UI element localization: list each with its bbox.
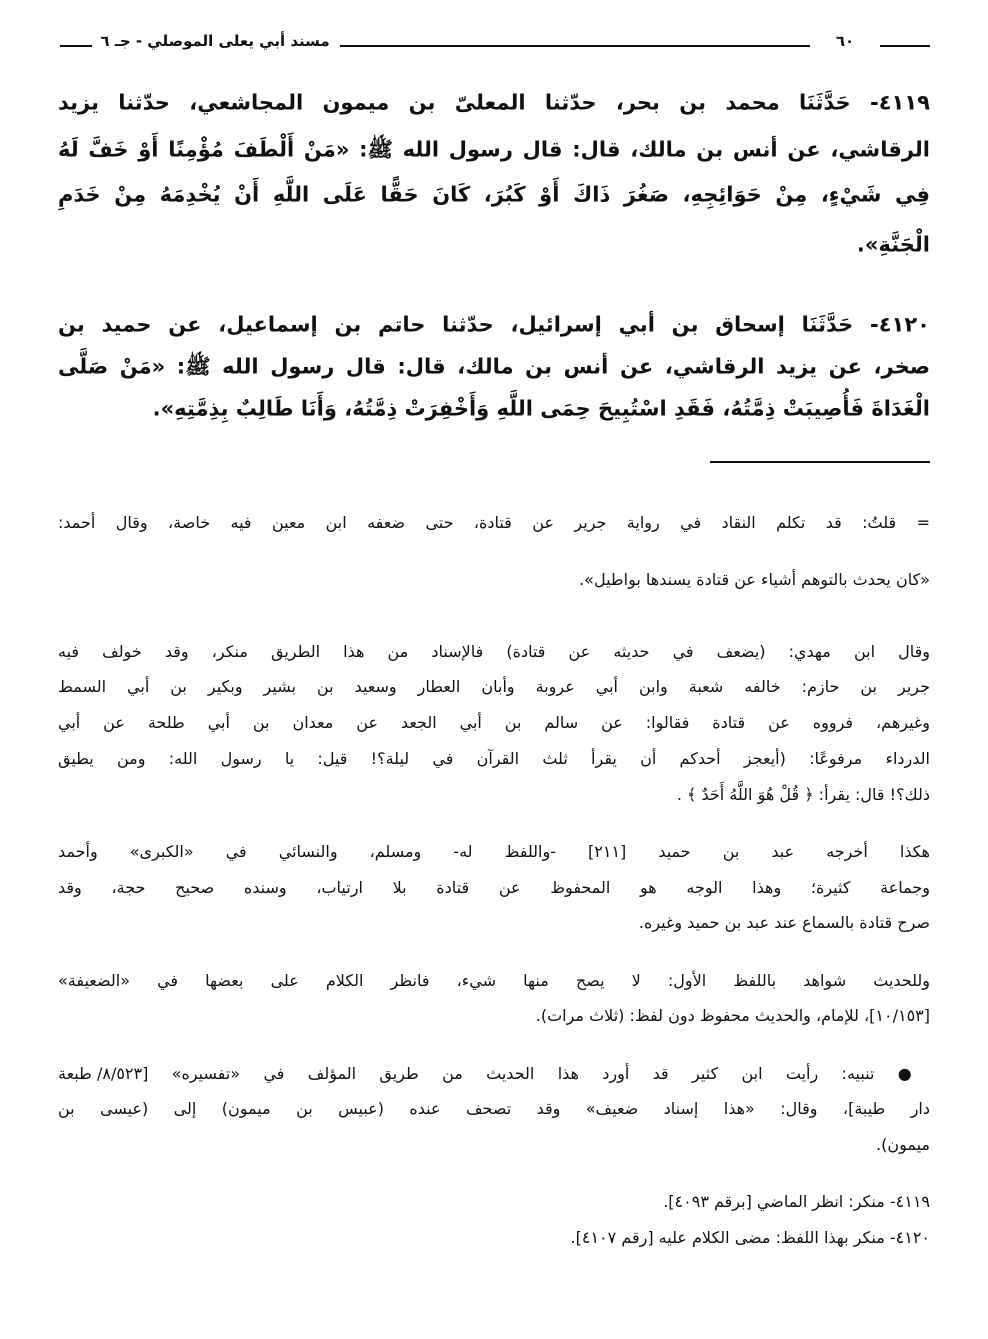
footnote-line: دار طيبة]، وقال: «هذا إسناد ضعيف» وقد تصحف عنده (عبيس بن ميمون) إلى (عيسى بن [58,1099,930,1119]
hadith-4119-line: الرقاشي، عن أنس بن مالك، قال: قال رسول الله ﷺ: «مَنْ أَلْطَفَ مُؤْمِنًا أَوْ خَفَّ لَهُ [58,137,930,162]
hadith-4120-line: صخر، عن يزيد الرقاشي، عن أنس بن مالك، قال: قال رسول الله ﷺ: «مَنْ صَلَّى [58,354,930,379]
hadith-4120-line: الْغَدَاةَ فَأُصِيبَتْ ذِمَّتُهُ، فَقَدِ اسْتُبِيحَ حِمَى اللَّهِ وَأَخْفِرَتْ ذِمَّتُهُ، وَأَنَا طَالِبٌ بِذِمَّتِهِ». [152,396,930,421]
footnote-line: = قلتُ: قد تكلم النقاد في رواية جرير عن قتادة، حتى ضعفه ابن معين فيه خاصة، وقال أحمد: [58,513,930,532]
footnote-line: وغيرهم، فرووه عن قتادة فقالوا: عن سالم بن أبي الجعد عن معدان بن أبي طلحة عن أبي [58,713,930,733]
footnote-line: صرح قتادة بالسماع عند عبد بن حميد وغيره. [638,913,930,933]
footnote-line: ٤١٢٠- منكر بهذا اللفظ: مضى الكلام عليه [رقم ٤١٠٧]. [570,1228,930,1247]
header-rule-left [60,45,92,47]
footnote-line: «كان يحدث بالتوهم أشياء عن قتادة يسندها بواطيل». [579,570,930,590]
footnote-line: جرير بن حازم: خالفه شعبة وابن أبي عروبة وأبان العطار وسعيد بن بشير وبكير بن أبي السمط [58,677,930,697]
hadith-4119-line: ٤١١٩- حَدَّثَنَا محمد بن بحر، حدّثنا المعلىّ بن ميمون المجاشعي، حدّثنا يزيد [58,90,930,115]
footnote-line: وللحديث شواهد باللفظ الأول: لا يصح منها شيء، فانظر الكلام على بعضها في «الضعيفة» [58,970,930,990]
footnote-line: وقال ابن مهدي: (يضعف في حديثه عن قتادة) فالإسناد من هذا الطريق منكر، وقد خولف فيه [58,641,930,661]
hadith-4120-line: ٤١٢٠- حَدَّثَنَا إسحاق بن أبي إسرائيل، حدّثنا حاتم بن إسماعيل، عن حميد بن [58,312,930,337]
footnote-line: ميمون). [876,1135,930,1155]
header-rule-right [880,45,930,47]
hadith-4119-line: فِي شَيْءٍ، مِنْ حَوَائِجِهِ، صَغُرَ ذَاكَ أَوْ كَبُرَ، كَانَ حَقًّا عَلَى اللَّهِ أَنْ يُخْدِمَهُ مِنْ خَدَمِ [58,182,930,207]
hadith-4119-line: الْجَنَّةِ». [856,232,930,257]
running-title: مسند أبي يعلى الموصلي - جـ ٦ [100,32,330,50]
footnote-line: ذلك؟! قال: يقرأ: ﴿ قُلْ هُوَ اللَّهُ أَحَدٌ ﴾ . [676,784,930,804]
footnote-separator [710,461,930,463]
footnote-line: وجماعة كثيرة؛ وهذا الوجه هو المحفوظ عن قتادة بلا ارتياب، وسنده صحيح حجة، وقد [58,877,930,897]
footnote-line: [١٠/١٥٣]، للإمام، والحديث محفوظ دون لفظ: (ثلاث مرات). [535,1006,930,1026]
page-number: ٦٠ [835,32,855,50]
footnote-line: هكذا أخرجه عبد بن حميد [٢١١] -واللفظ له- ومسلم، والنسائي في «الكبرى» وأحمد [58,841,930,861]
header-rule-middle [340,45,810,47]
footnote-line: ● تنبيه: رأيت ابن كثير قد أورد هذا الحديث من طريق المؤلف في «تفسيره» [٨/٥٢٣/ طبعة [58,1063,930,1083]
footnote-line: الدرداء مرفوعًا: (أيعجز أحدكم أن يقرأ ثلث القرآن في ليلة؟! قيل: يا رسول الله: ومن يطيق [58,748,930,768]
footnote-line: ٤١١٩- منكر: انظر الماضي [برقم ٤٠٩٣]. [663,1192,930,1212]
